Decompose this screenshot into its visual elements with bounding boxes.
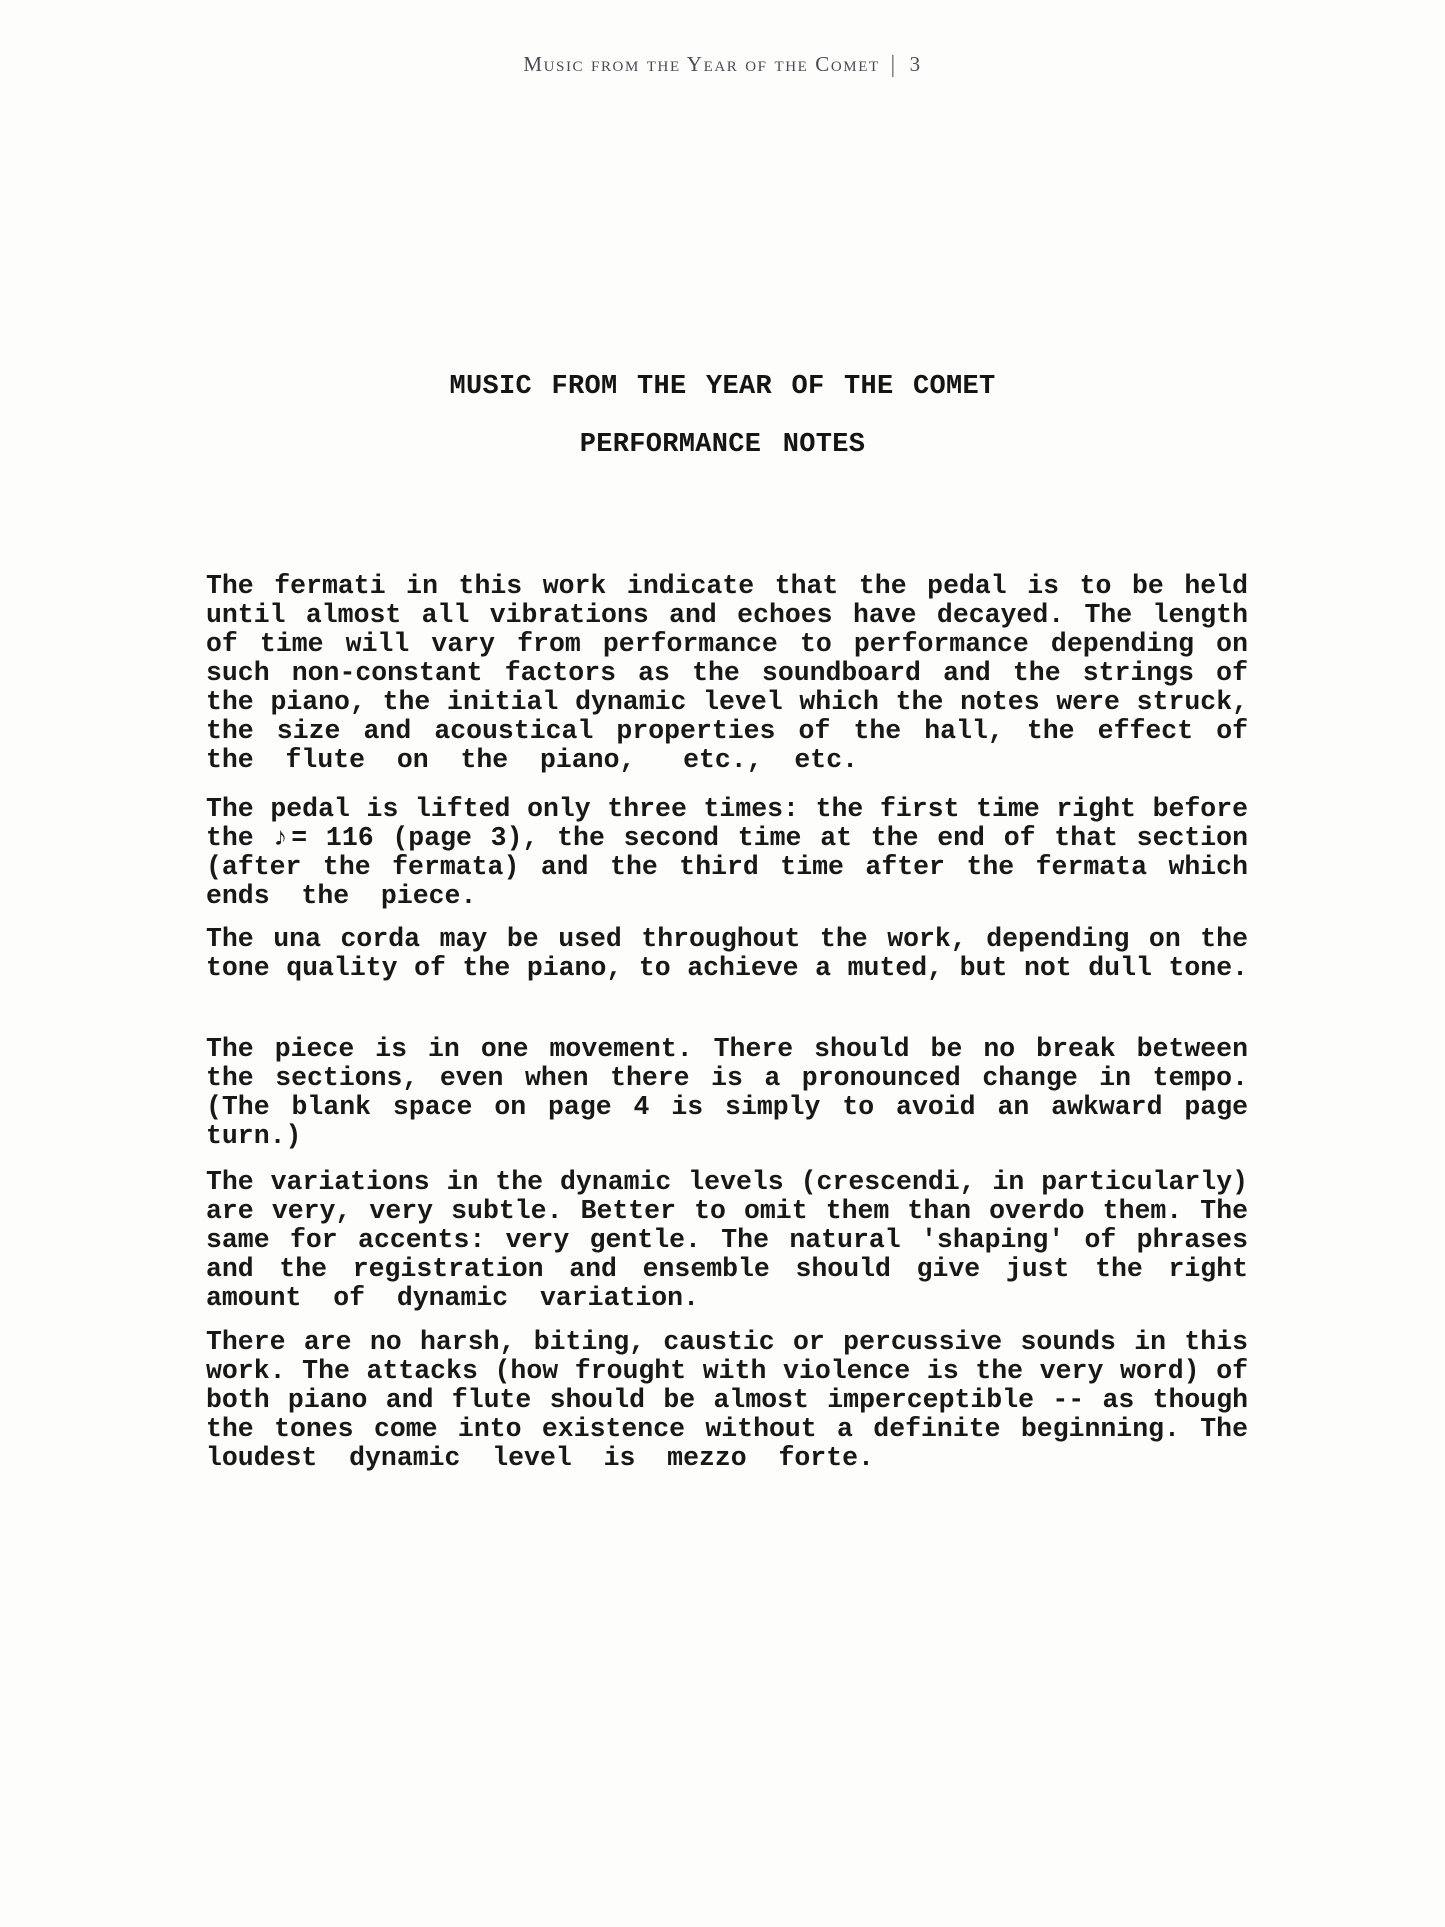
- text-line: loudest dynamic level is mezzo forte.: [206, 1443, 874, 1473]
- document-title: MUSIC FROM THE YEAR OF THE COMET: [449, 372, 996, 402]
- paragraph: [206, 795, 1248, 911]
- paragraph: [206, 572, 1248, 775]
- text-line: are very, very subtle. Better to omit them than overdo them. The: [206, 1196, 1248, 1226]
- text-line: the size and acoustical properties of the hall, the effect of: [206, 716, 1248, 746]
- text-line: work. The attacks (how frought with violence is the very word) of: [206, 1356, 1248, 1386]
- text-line: (after the fermata) and the third time after the fermata which: [206, 852, 1248, 882]
- running-header: [0, 52, 1445, 77]
- text-line: of time will vary from performance to performance depending on: [206, 629, 1248, 659]
- text-line: and the registration and ensemble should give just the right: [206, 1254, 1248, 1284]
- text-line: the piano, the initial dynamic level which the notes were struck,: [206, 687, 1248, 717]
- document-subtitle: PERFORMANCE NOTES: [579, 430, 866, 460]
- paragraph: [206, 1328, 1248, 1473]
- text-line: The una corda may be used throughout the work, depending on the: [206, 924, 1248, 954]
- text-line: same for accents: very gentle. The natural 'shaping' of phrases: [206, 1225, 1248, 1255]
- paragraph: [206, 1035, 1248, 1151]
- text-line: both piano and flute should be almost imperceptible -- as though: [206, 1385, 1248, 1415]
- text-line: The fermati in this work indicate that the pedal is to be held: [206, 571, 1248, 601]
- body-text: [206, 572, 1248, 1491]
- paragraph: [206, 925, 1248, 983]
- text-line: the sections, even when there is a pronounced change in tempo.: [206, 1063, 1248, 1093]
- page-number: 3: [909, 52, 922, 76]
- paragraph: [206, 1168, 1248, 1313]
- text-line: The variations in the dynamic levels (crescendi, in particularly): [206, 1167, 1248, 1197]
- text-line: the tones come into existence without a definite beginning. The: [206, 1414, 1248, 1444]
- text-line: until almost all vibrations and echoes have decayed. The length: [206, 600, 1248, 630]
- text-line: turn.): [206, 1121, 302, 1151]
- text-line: ends the piece.: [206, 881, 477, 911]
- text-line: (The blank space on page 4 is simply to avoid an awkward page: [206, 1092, 1248, 1122]
- running-header-title: Music from the Year of the Comet: [523, 52, 880, 76]
- text-line: amount of dynamic variation.: [206, 1283, 699, 1313]
- text-line: the ♪= 116 (page 3), the second time at the end of that section: [206, 823, 1248, 853]
- text-line: The pedal is lifted only three times: the first time right before: [206, 794, 1248, 824]
- text-line: the flute on the piano, etc., etc.: [206, 745, 859, 775]
- text-line: There are no harsh, biting, caustic or percussive sounds in this: [206, 1327, 1248, 1357]
- text-line: tone quality of the piano, to achieve a muted, but not dull tone.: [206, 953, 1248, 983]
- text-line: such non-constant factors as the soundboard and the strings of: [206, 658, 1248, 688]
- text-line: The piece is in one movement. There should be no break between: [206, 1034, 1248, 1064]
- header-separator: |: [890, 50, 897, 78]
